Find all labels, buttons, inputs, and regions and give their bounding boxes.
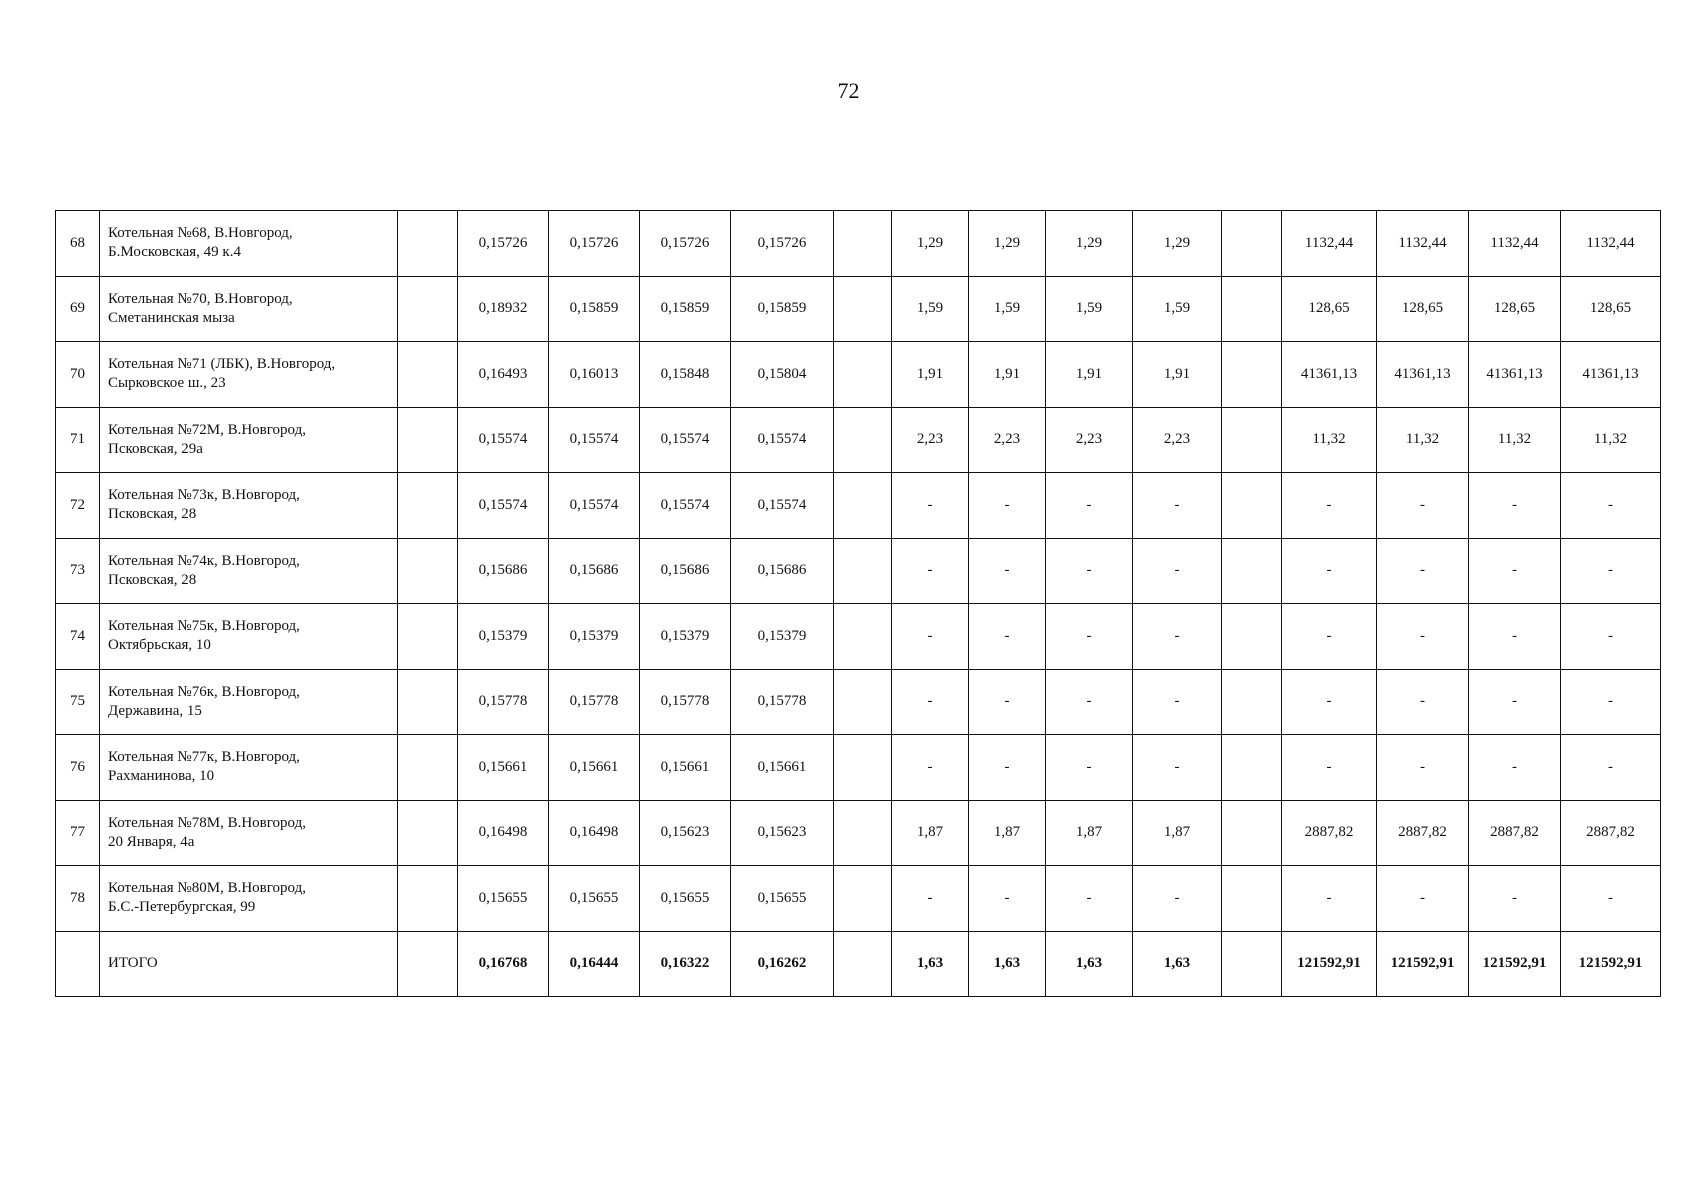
value-cell-q3: 11,32 — [1469, 407, 1561, 473]
value-cell-q2: - — [1377, 473, 1469, 539]
value-cell-p2: 1,91 — [969, 342, 1046, 408]
boiler-name-cell — [100, 866, 398, 932]
value-cell-col_a — [398, 211, 458, 277]
value-cell-q3: - — [1469, 473, 1561, 539]
value-cell-q1: 2887,82 — [1282, 800, 1377, 866]
value-cell-p2: - — [969, 538, 1046, 604]
value-cell-v4: 0,15574 — [731, 473, 834, 539]
value-cell-q3: 41361,13 — [1469, 342, 1561, 408]
boiler-address: Псковская, 28 — [108, 571, 197, 588]
value-cell-q4: 128,65 — [1561, 276, 1661, 342]
value-cell-v1: 0,15574 — [458, 407, 549, 473]
table-row — [56, 669, 1661, 735]
value-cell-col_b — [834, 211, 892, 277]
value-cell-v4: 0,15778 — [731, 669, 834, 735]
value-cell-v3: 0,15574 — [640, 473, 731, 539]
value-cell-v4: 0,15655 — [731, 866, 834, 932]
page-number: 72 — [837, 78, 860, 103]
value-cell-q2: 1132,44 — [1377, 211, 1469, 277]
value-cell-v2: 0,16498 — [549, 800, 640, 866]
boiler-name: Котельная №80М, В.Новгород, — [108, 880, 306, 897]
value-cell-v4: 0,15661 — [731, 735, 834, 801]
boiler-name: Котельная №77к, В.Новгород, — [108, 749, 300, 766]
value-cell-q2: - — [1377, 538, 1469, 604]
table-row — [56, 276, 1661, 342]
value-cell-v4: 0,15686 — [731, 538, 834, 604]
boiler-name: Котельная №72М, В.Новгород, — [108, 421, 306, 438]
boiler-name-cell — [100, 211, 398, 277]
boiler-name: Котельная №73к, В.Новгород, — [108, 487, 300, 504]
value-cell-v3: 0,15661 — [640, 735, 731, 801]
total-row — [56, 931, 1661, 997]
value-cell-v2: 0,15686 — [549, 538, 640, 604]
value-cell-col_a — [398, 342, 458, 408]
value-cell-p3: 1,59 — [1046, 276, 1133, 342]
value-cell-q4: 11,32 — [1561, 407, 1661, 473]
value-cell-p1: 1,91 — [892, 342, 969, 408]
value-cell-col_b — [834, 342, 892, 408]
value-cell-p4: - — [1133, 866, 1222, 932]
value-cell-v1: 0,15686 — [458, 538, 549, 604]
value-cell-q4: 41361,13 — [1561, 342, 1661, 408]
total-cell-col_a — [398, 931, 458, 997]
value-cell-v1: 0,15726 — [458, 211, 549, 277]
boiler-name: Котельная №71 (ЛБК), В.Новгород, — [108, 356, 336, 373]
value-cell-p1: - — [892, 669, 969, 735]
value-cell-col_c — [1222, 276, 1282, 342]
boiler-name-cell — [100, 604, 398, 670]
value-cell-p4: 2,23 — [1133, 407, 1222, 473]
value-cell-p4: - — [1133, 604, 1222, 670]
value-cell-p4: 1,29 — [1133, 211, 1222, 277]
value-cell-col_c — [1222, 473, 1282, 539]
value-cell-v4: 0,15859 — [731, 276, 834, 342]
boiler-name: Котельная №75к, В.Новгород, — [108, 618, 300, 635]
value-cell-q1: - — [1282, 669, 1377, 735]
value-cell-p2: - — [969, 669, 1046, 735]
value-cell-p3: 1,87 — [1046, 800, 1133, 866]
total-cell-p2: 1,63 — [969, 931, 1046, 997]
boiler-address: Псковская, 28 — [108, 506, 197, 523]
value-cell-q1: - — [1282, 866, 1377, 932]
value-cell-p1: 1,29 — [892, 211, 969, 277]
value-cell-v2: 0,15574 — [549, 407, 640, 473]
table-row — [56, 407, 1661, 473]
boiler-address: 20 Января, 4а — [108, 833, 195, 850]
value-cell-p2: - — [969, 473, 1046, 539]
boiler-name: Котельная №78М, В.Новгород, — [108, 814, 306, 831]
value-cell-p2: 1,59 — [969, 276, 1046, 342]
total-cell-p3: 1,63 — [1046, 931, 1133, 997]
value-cell-p2: 2,23 — [969, 407, 1046, 473]
boiler-name-cell — [100, 276, 398, 342]
value-cell-q3: 1132,44 — [1469, 211, 1561, 277]
total-cell-v4: 0,16262 — [731, 931, 834, 997]
value-cell-p1: - — [892, 473, 969, 539]
value-cell-p1: - — [892, 735, 969, 801]
value-cell-q4: - — [1561, 735, 1661, 801]
value-cell-q2: 128,65 — [1377, 276, 1469, 342]
table-row — [56, 342, 1661, 408]
value-cell-col_b — [834, 866, 892, 932]
boiler-address: Сырковское ш., 23 — [108, 375, 226, 392]
value-cell-q4: - — [1561, 604, 1661, 670]
value-cell-q3: - — [1469, 669, 1561, 735]
value-cell-col_b — [834, 800, 892, 866]
value-cell-q4: - — [1561, 538, 1661, 604]
value-cell-p1: 1,87 — [892, 800, 969, 866]
value-cell-p3: - — [1046, 735, 1133, 801]
boiler-address: Октябрьская, 10 — [108, 637, 211, 654]
boiler-name-cell — [100, 800, 398, 866]
value-cell-col_a — [398, 473, 458, 539]
total-cell-p1: 1,63 — [892, 931, 969, 997]
value-cell-v2: 0,15655 — [549, 866, 640, 932]
table-row — [56, 735, 1661, 801]
value-cell-p1: 2,23 — [892, 407, 969, 473]
value-cell-col_c — [1222, 211, 1282, 277]
value-cell-col_c — [1222, 538, 1282, 604]
value-cell-p2: - — [969, 735, 1046, 801]
total-cell-v3: 0,16322 — [640, 931, 731, 997]
value-cell-p3: - — [1046, 669, 1133, 735]
boiler-name: Котельная №74к, В.Новгород, — [108, 552, 300, 569]
total-cell-p4: 1,63 — [1133, 931, 1222, 997]
value-cell-v1: 0,16498 — [458, 800, 549, 866]
value-cell-v1: 0,15661 — [458, 735, 549, 801]
value-cell-q2: - — [1377, 735, 1469, 801]
row-number: 77 — [56, 800, 100, 866]
value-cell-q1: - — [1282, 604, 1377, 670]
boiler-address: Б.С.-Петербургская, 99 — [108, 899, 256, 916]
value-cell-q3: - — [1469, 604, 1561, 670]
boiler-name-cell — [100, 473, 398, 539]
value-cell-v2: 0,15778 — [549, 669, 640, 735]
value-cell-q2: - — [1377, 669, 1469, 735]
row-number: 71 — [56, 407, 100, 473]
value-cell-p4: - — [1133, 538, 1222, 604]
value-cell-col_b — [834, 473, 892, 539]
value-cell-p2: 1,29 — [969, 211, 1046, 277]
value-cell-col_b — [834, 276, 892, 342]
value-cell-q2: 41361,13 — [1377, 342, 1469, 408]
value-cell-v3: 0,15848 — [640, 342, 731, 408]
boiler-name-cell — [100, 669, 398, 735]
value-cell-p4: - — [1133, 669, 1222, 735]
value-cell-col_c — [1222, 342, 1282, 408]
boiler-address: Рахманинова, 10 — [108, 768, 215, 785]
value-cell-v2: 0,15859 — [549, 276, 640, 342]
boiler-name-cell — [100, 342, 398, 408]
row-number: 69 — [56, 276, 100, 342]
value-cell-v1: 0,15778 — [458, 669, 549, 735]
total-number — [56, 931, 100, 997]
row-number: 68 — [56, 211, 100, 277]
row-number: 72 — [56, 473, 100, 539]
value-cell-q3: - — [1469, 866, 1561, 932]
value-cell-col_a — [398, 276, 458, 342]
total-cell-col_b — [834, 931, 892, 997]
value-cell-col_c — [1222, 669, 1282, 735]
boiler-name-cell — [100, 538, 398, 604]
total-cell-q2: 121592,91 — [1377, 931, 1469, 997]
value-cell-v4: 0,15726 — [731, 211, 834, 277]
value-cell-p4: 1,59 — [1133, 276, 1222, 342]
value-cell-v3: 0,15574 — [640, 407, 731, 473]
boiler-name: Котельная №68, В.Новгород, — [108, 225, 293, 242]
table-row — [56, 604, 1661, 670]
value-cell-q3: - — [1469, 538, 1561, 604]
value-cell-v2: 0,15661 — [549, 735, 640, 801]
value-cell-v2: 0,15726 — [549, 211, 640, 277]
value-cell-q2: 2887,82 — [1377, 800, 1469, 866]
value-cell-q3: 128,65 — [1469, 276, 1561, 342]
value-cell-v2: 0,15379 — [549, 604, 640, 670]
value-cell-col_b — [834, 669, 892, 735]
table-row — [56, 538, 1661, 604]
value-cell-p1: - — [892, 866, 969, 932]
value-cell-col_a — [398, 407, 458, 473]
tariff-table — [55, 210, 1661, 997]
value-cell-v1: 0,15574 — [458, 473, 549, 539]
value-cell-v3: 0,15623 — [640, 800, 731, 866]
value-cell-v1: 0,15379 — [458, 604, 549, 670]
boiler-address: Державина, 15 — [108, 702, 202, 719]
value-cell-v4: 0,15574 — [731, 407, 834, 473]
value-cell-q2: - — [1377, 866, 1469, 932]
value-cell-col_a — [398, 604, 458, 670]
value-cell-p2: - — [969, 866, 1046, 932]
value-cell-v3: 0,15686 — [640, 538, 731, 604]
value-cell-v2: 0,16013 — [549, 342, 640, 408]
row-number: 74 — [56, 604, 100, 670]
value-cell-col_c — [1222, 735, 1282, 801]
value-cell-q4: 1132,44 — [1561, 211, 1661, 277]
value-cell-p3: - — [1046, 604, 1133, 670]
value-cell-v3: 0,15655 — [640, 866, 731, 932]
value-cell-v3: 0,15859 — [640, 276, 731, 342]
value-cell-q4: - — [1561, 866, 1661, 932]
value-cell-col_c — [1222, 866, 1282, 932]
value-cell-q4: 2887,82 — [1561, 800, 1661, 866]
value-cell-q3: - — [1469, 735, 1561, 801]
total-cell-q4: 121592,91 — [1561, 931, 1661, 997]
value-cell-q1: 11,32 — [1282, 407, 1377, 473]
value-cell-p3: - — [1046, 538, 1133, 604]
value-cell-q1: - — [1282, 735, 1377, 801]
value-cell-col_a — [398, 800, 458, 866]
value-cell-col_a — [398, 735, 458, 801]
value-cell-q4: - — [1561, 473, 1661, 539]
value-cell-p3: - — [1046, 866, 1133, 932]
row-number: 70 — [56, 342, 100, 408]
value-cell-p3: - — [1046, 473, 1133, 539]
value-cell-v1: 0,18932 — [458, 276, 549, 342]
value-cell-q4: - — [1561, 669, 1661, 735]
value-cell-v1: 0,15655 — [458, 866, 549, 932]
value-cell-p2: 1,87 — [969, 800, 1046, 866]
value-cell-v4: 0,15379 — [731, 604, 834, 670]
row-number: 75 — [56, 669, 100, 735]
boiler-name: Котельная №76к, В.Новгород, — [108, 683, 300, 700]
total-cell-v1: 0,16768 — [458, 931, 549, 997]
table-row — [56, 211, 1661, 277]
value-cell-v3: 0,15379 — [640, 604, 731, 670]
table-row — [56, 473, 1661, 539]
total-cell-q3: 121592,91 — [1469, 931, 1561, 997]
value-cell-col_b — [834, 538, 892, 604]
total-cell-v2: 0,16444 — [549, 931, 640, 997]
value-cell-v1: 0,16493 — [458, 342, 549, 408]
value-cell-v4: 0,15623 — [731, 800, 834, 866]
value-cell-q1: 128,65 — [1282, 276, 1377, 342]
row-number: 78 — [56, 866, 100, 932]
value-cell-col_c — [1222, 604, 1282, 670]
value-cell-p3: 1,29 — [1046, 211, 1133, 277]
value-cell-col_a — [398, 866, 458, 932]
boiler-name-cell — [100, 735, 398, 801]
value-cell-v4: 0,15804 — [731, 342, 834, 408]
row-number: 76 — [56, 735, 100, 801]
value-cell-v3: 0,15726 — [640, 211, 731, 277]
boiler-name-cell — [100, 407, 398, 473]
value-cell-v3: 0,15778 — [640, 669, 731, 735]
value-cell-p1: - — [892, 604, 969, 670]
row-number: 73 — [56, 538, 100, 604]
value-cell-col_a — [398, 669, 458, 735]
boiler-address: Б.Московская, 49 к.4 — [108, 244, 241, 261]
table-row — [56, 800, 1661, 866]
value-cell-q1: - — [1282, 473, 1377, 539]
total-cell-q1: 121592,91 — [1282, 931, 1377, 997]
total-cell-col_c — [1222, 931, 1282, 997]
value-cell-col_c — [1222, 800, 1282, 866]
value-cell-col_b — [834, 407, 892, 473]
value-cell-p1: - — [892, 538, 969, 604]
value-cell-p3: 2,23 — [1046, 407, 1133, 473]
value-cell-q1: - — [1282, 538, 1377, 604]
value-cell-p2: - — [969, 604, 1046, 670]
value-cell-col_c — [1222, 407, 1282, 473]
table-row — [56, 866, 1661, 932]
value-cell-q1: 41361,13 — [1282, 342, 1377, 408]
value-cell-q2: - — [1377, 604, 1469, 670]
value-cell-p4: 1,91 — [1133, 342, 1222, 408]
boiler-name: Котельная №70, В.Новгород, — [108, 290, 293, 307]
value-cell-col_b — [834, 735, 892, 801]
value-cell-v2: 0,15574 — [549, 473, 640, 539]
value-cell-p4: - — [1133, 473, 1222, 539]
value-cell-col_a — [398, 538, 458, 604]
boiler-address: Псковская, 29а — [108, 440, 203, 457]
value-cell-q3: 2887,82 — [1469, 800, 1561, 866]
value-cell-q2: 11,32 — [1377, 407, 1469, 473]
value-cell-p3: 1,91 — [1046, 342, 1133, 408]
value-cell-p1: 1,59 — [892, 276, 969, 342]
value-cell-col_b — [834, 604, 892, 670]
value-cell-p4: 1,87 — [1133, 800, 1222, 866]
value-cell-p4: - — [1133, 735, 1222, 801]
total-label: ИТОГО — [100, 931, 398, 997]
value-cell-q1: 1132,44 — [1282, 211, 1377, 277]
boiler-address: Сметанинская мыза — [108, 309, 235, 326]
